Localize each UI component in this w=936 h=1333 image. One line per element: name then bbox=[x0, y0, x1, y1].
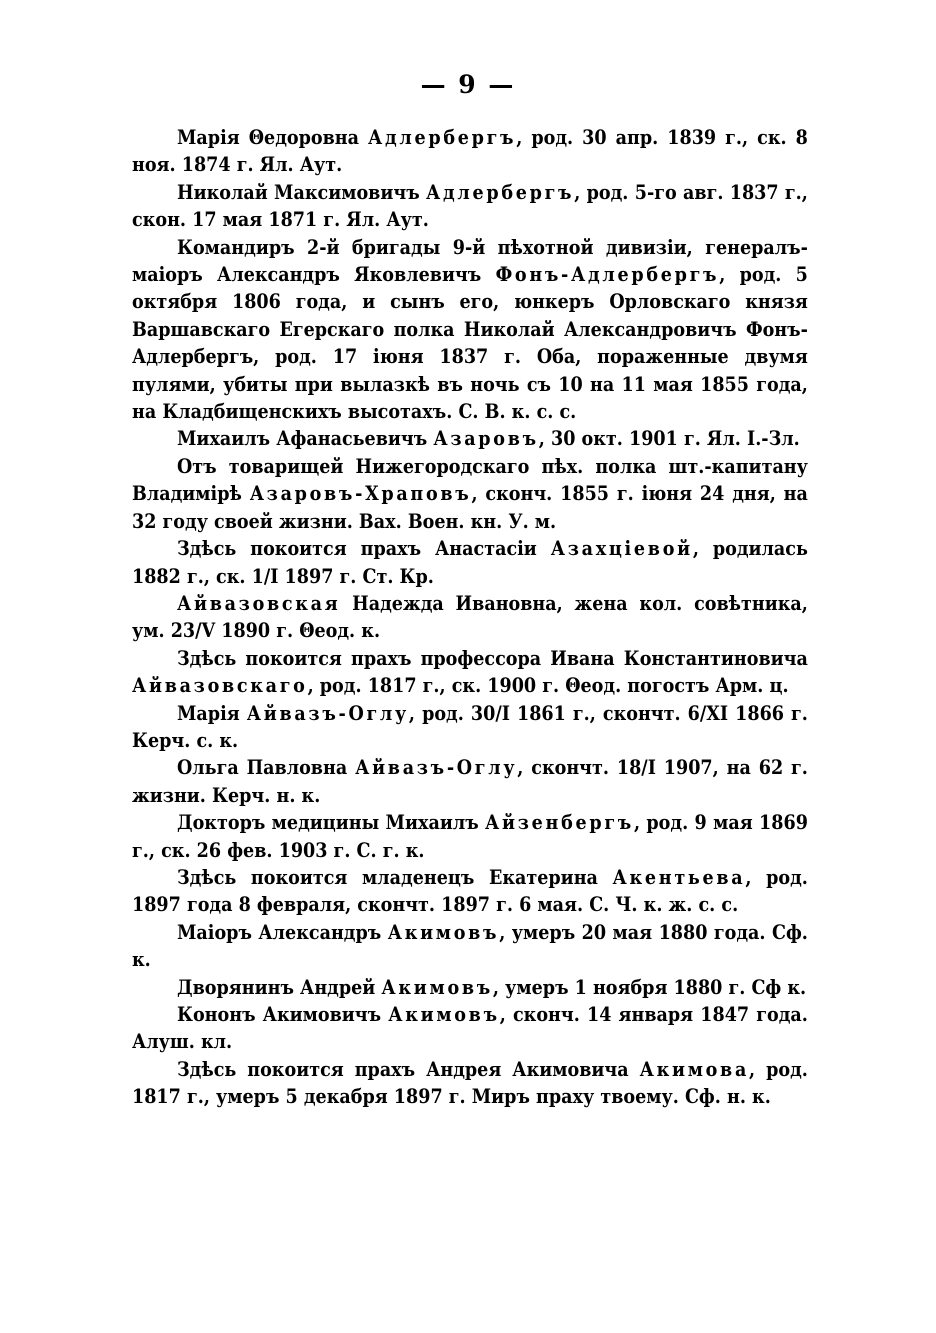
entry-aivaz-oglu-maria bbox=[132, 700, 808, 755]
entry-text: , род. 9 мая 1869 г., ск. 26 фев. 1903 г. С. г. к. bbox=[132, 811, 808, 862]
entry-surname: Акимовъ bbox=[388, 1003, 500, 1026]
entry-text: Дворянинъ Андрей bbox=[177, 975, 382, 999]
entry-adlerberg-maria bbox=[132, 124, 808, 179]
entry-surname: Азаровъ bbox=[433, 427, 539, 451]
entry-akentieva bbox=[132, 864, 808, 919]
entry-surname: Адлербергъ bbox=[368, 126, 517, 149]
entry-text: Отъ товарищей Нижегородскаго пѣх. полка шт.-капитану Владимірѣ bbox=[132, 454, 808, 506]
entry-adlerberg-nikolai bbox=[132, 179, 808, 234]
entry-text: Маіоръ Александръ bbox=[177, 920, 388, 944]
entry-text: , род. 30 апр. 1839 г., ск. 8 ноя. 1874 г. Ял. Аут. bbox=[132, 126, 808, 177]
entry-text: , скончт. 18/I 1907, на 62 г. жизни. Керч. н. к. bbox=[132, 756, 808, 807]
entry-surname: Айзенбергъ bbox=[485, 811, 634, 835]
entry-text: , родилась 1882 г., ск. 1/I 1897 г. Ст. Кр. bbox=[132, 537, 808, 588]
entry-akimov-andrei bbox=[132, 974, 808, 1001]
entry-surname: Фонъ-Адлербергъ bbox=[495, 263, 720, 287]
entry-surname: Айвазъ-Оглу bbox=[355, 756, 518, 780]
entry-surname: Акимовъ bbox=[387, 920, 500, 944]
text-column bbox=[132, 124, 808, 1111]
entry-text: Здѣсь покоится прахъ Андрея Акимовича bbox=[177, 1057, 640, 1081]
entry-akimov-konon bbox=[132, 1001, 808, 1056]
entry-aivazovskaya bbox=[132, 590, 808, 645]
entry-akimov-andrei-akimovich bbox=[132, 1056, 808, 1111]
entry-text: , сконч. 1855 г. іюня 24 дня, на 32 году своей жизни. Вах. Воен. кн. У. м. bbox=[132, 482, 808, 533]
entry-azakhtsieva bbox=[132, 535, 808, 590]
entry-surname: Акимовъ bbox=[381, 975, 493, 999]
entry-text: Марія Θедоровна bbox=[177, 126, 369, 149]
entry-azarov-khrapov bbox=[132, 453, 808, 535]
entry-text: Михаилъ Афанасьевичъ bbox=[177, 427, 434, 451]
entry-akimov-alexander bbox=[132, 919, 808, 974]
entry-fon-adlerberg bbox=[132, 234, 808, 426]
entry-text: , умеръ 1 ноября 1880 г. Сф к. bbox=[492, 975, 807, 999]
page-number: — 9 — bbox=[420, 70, 516, 99]
entry-text: , 30 окт. 1901 г. Ял. І.-Зл. bbox=[538, 427, 800, 451]
entry-surname: Айвазовскаго bbox=[132, 674, 308, 698]
entry-text: , род. 5-го авг. 1837 г., скон. 17 мая 1871 г. Ял. Аут. bbox=[132, 180, 808, 232]
entry-text: Здѣсь покоится прахъ профессора Ивана Константиновича bbox=[177, 646, 808, 670]
entry-text: Здѣсь покоится младенецъ Екатерина bbox=[177, 865, 613, 889]
entry-surname: Азахціевой bbox=[550, 537, 693, 561]
entry-text: Николай Максимовичъ bbox=[177, 180, 427, 204]
entry-text: Надежда Ивановна, жена кол. совѣтника, ум. 23/V 1890 г. Θеод. к. bbox=[132, 591, 808, 643]
entry-surname: Акимова bbox=[639, 1057, 750, 1081]
entry-text: , род. 5 октября 1806 года, и сынъ его, юнкеръ Орловскаго князя Варшавскаго Егерскаго полка Николай Александровичъ Фонъ-Адлербергъ, род. 17 іюня 1837 г. Оба, пораженные двумя пулями, убиты при вылазкѣ въ ночь съ 10 на 11 мая 1855 года, на Кладбищенскихъ высотахъ. С. В. к. с. с. bbox=[132, 263, 808, 424]
entry-text: Марія bbox=[177, 701, 247, 725]
entry-surname: Айвазовская bbox=[177, 591, 341, 615]
entry-text: , род. 30/I 1861 г., скончт. 6/XI 1866 г. Керч. с. к. bbox=[132, 701, 808, 752]
entry-text: Здѣсь покоится прахъ Анастасіи bbox=[177, 537, 551, 561]
entry-surname: Азаровъ-Храповъ bbox=[249, 482, 472, 506]
entry-aivazovsky bbox=[132, 645, 808, 700]
entry-text: , род. 1817 г., умеръ 5 декабря 1897 г. Миръ праху твоему. Сф. н. к. bbox=[132, 1057, 808, 1109]
entry-aizenberg bbox=[132, 809, 808, 864]
entry-text: , род. 1897 года 8 февраля, скончт. 1897 г. 6 мая. С. Ч. к. ж. с. с. bbox=[132, 865, 808, 917]
entry-surname: Айвазъ-Оглу bbox=[246, 701, 409, 725]
entry-azarov bbox=[132, 425, 808, 452]
entry-surname: Акентьева bbox=[612, 865, 746, 889]
entry-text: Ольга Павловна bbox=[177, 756, 356, 780]
entry-text: , род. 1817 г., ск. 1900 г. Θеод. погостъ Арм. ц. bbox=[307, 674, 789, 698]
entry-aivaz-oglu-olga bbox=[132, 754, 808, 809]
entry-text: , сконч. 14 января 1847 года. Алуш. кл. bbox=[132, 1003, 808, 1054]
entry-text: Докторъ медицины Михаилъ bbox=[177, 811, 486, 835]
entry-text: Командиръ 2-й бригады 9-й пѣхотной дивизіи, генералъ-маіоръ Александръ Яковлевичъ bbox=[132, 235, 808, 287]
entry-surname: Адлербергъ bbox=[426, 180, 575, 204]
entry-text: , умеръ 20 мая 1880 года. Сф. к. bbox=[132, 920, 808, 972]
entry-text: Кононъ Акимовичъ bbox=[177, 1003, 389, 1026]
